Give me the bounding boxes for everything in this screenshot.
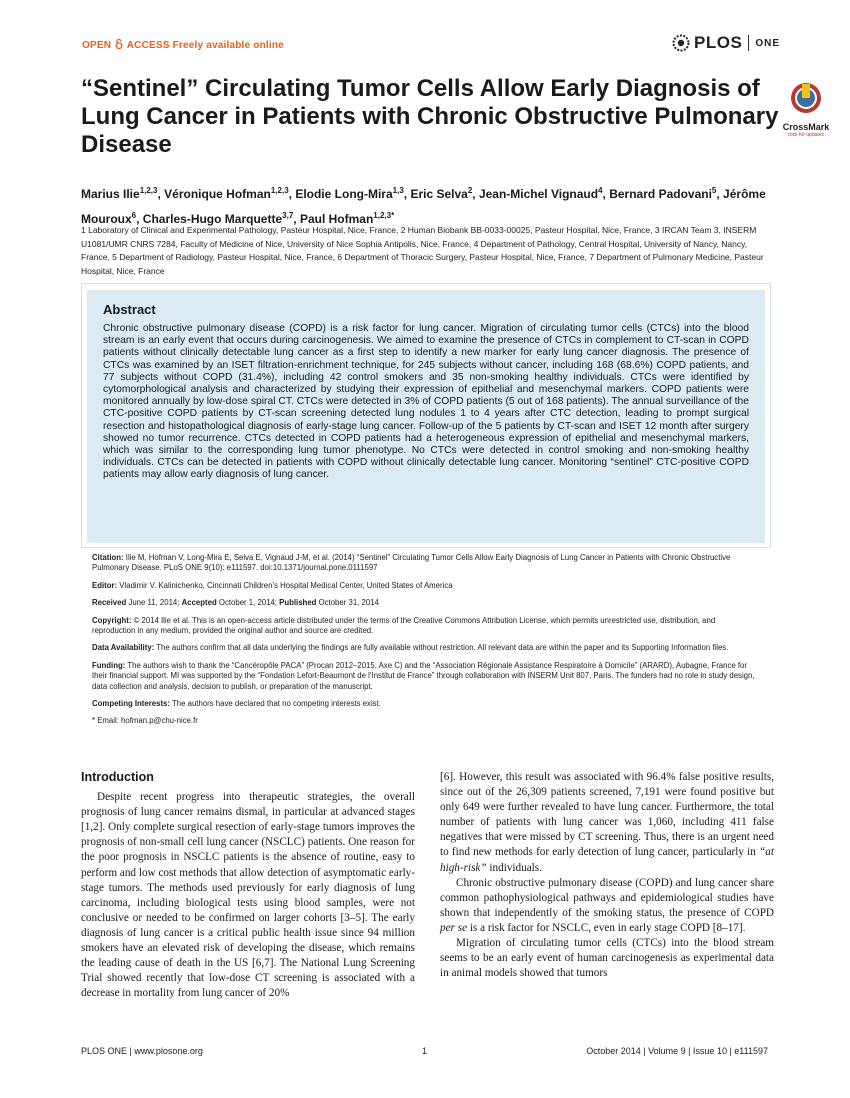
plos-logo-icon (672, 34, 690, 52)
author-name: Jérôme Mouroux$^6$ (81, 187, 766, 226)
open-lock-icon (115, 39, 123, 49)
funding: Funding: The authors wish to thank the “Cancéropôle PACA” (Procan 2012–2015, Axe C) and the “Association Régionale Assistance Respiratoire à Domicile” (ARARD), Aubagne, France for their financial support. MI was supported by the “Fondation Lefort-Beaumont de l’Institut de France” through collaboration with INSERM Unit 807, Paris. The funders had no role in study design, data collection and analysis, decision to publish, or preparation of the manuscript. (92, 660, 755, 691)
author-name: Jean-Michel Vignaud$^4$ (478, 186, 603, 201)
page-number: 1 (422, 1046, 428, 1056)
article-metadata (92, 553, 758, 734)
crossmark-label: CrossMark (782, 122, 830, 132)
editor: Editor: Vladimir V. Kalinichenko, Cincinnati Children’s Hospital Medical Center, United States of America (92, 580, 453, 590)
crossmark-icon (787, 82, 825, 116)
crossmark-badge[interactable] (782, 82, 830, 138)
author-name: Marius Ilie$^{1,2,3}$ (81, 186, 158, 201)
intro-paragraph-continued: [6]. However, this result was associated with 96.4% false positive results, since out of the 26,309 patients screened, 7,191 were found positive but only 649 were further revealed to have lung cancer. Furthermore, the total number of patients with lung cancer was 1,060, including 411 false negatives that were missed by CT screening. Thus, there is an urgent need to find new methods for early detection of lung cancer, particularly in “at high-risk” individuals. (440, 771, 774, 874)
author-list: Marius Ilie$^{1,2,3}$, Véronique Hofman$^{1,2,3}$, Elodie Long-Mira$^{1,3}$, Eric Selva$^2$, Jean-Michel Vignaud$^4$, Bernard Padovani$^5$, Jérôme Mouroux$^6$, Charles-Hugo Marquette$^{3,7}$, Paul Hofman$^{1,2,3*}$ (81, 186, 766, 226)
copyright: Copyright: © 2014 Ilie et al. This is an open-access article distributed under the terms of the Creative Commons Attribution License, which permits unrestricted use, distribution, and reproduction in any medium, provided the original author and source are credited. (92, 615, 716, 636)
open-access-label (82, 39, 284, 51)
author-affiliation-marker: 3,7 (282, 211, 294, 220)
citation: Citation: Ilie M, Hofman V, Long-Mira E, Selva E, Vignaud J-M, et al. (2014) “Sentinel” Circulating Tumor Cells Allow Early Diagnosis of Lung Cancer in Patients with Chronic Obstructive Pulmonary Disease. PLoS ONE 9(10): e111597. doi:10.1371/journal.pone.0111597 (92, 553, 731, 573)
abstract-heading: Abstract (103, 302, 156, 317)
logo-divider (748, 35, 749, 51)
dates: Received June 11, 2014; Accepted October 1, 2014; Published October 31, 2014 (92, 598, 379, 608)
corresponding-email[interactable]: * Email: hofman.p@chu-nice.fr (92, 716, 198, 726)
author-name: Elodie Long-Mira$^{1,3}$ (295, 186, 404, 201)
author-affiliation-marker: 4 (598, 186, 603, 195)
open-access-pre: OPEN (82, 40, 112, 51)
author-affiliation-marker: 5 (711, 186, 717, 195)
author-affiliation-marker: 1,2,3* (373, 211, 395, 220)
author-affiliation-marker: 1,2,3 (270, 186, 289, 195)
author-affiliation-marker: 2 (467, 186, 473, 195)
intro-paragraph-1: Despite recent progress into therapeutic strategies, the overall prognosis of lung cancer remains dismal, in particular at advanced stages [1,2]. Only complete surgical resection of early-stage tumors improves the prognosis of non-small cell lung cancer (NSCLC) patients. One reason for the poor prognosis in NSCLC patients is the absence of routine, easy to perform and low cost methods that allow detection of asymptomatic early-stage tumors. The methods used previously for early diagnosis of lung carcinoma, including biological tests using blood samples, were not conclusive or needed to be confirmed on larger cohorts [3–5]. The early diagnosis of lung cancer is a critical public health issue since 94 million smokers have an elevated risk of developing the disease, which remains the leading cause of death in the US [6,7]. The National Lung Screening Trial showed recently that low-dose CT screening is associated with a decrease in mortality from lung cancer of 20% (81, 791, 415, 1000)
author-name: Bernard Padovani$^5$ (609, 186, 717, 201)
body-column-right (440, 770, 774, 981)
author-name: Eric Selva$^2$ (410, 186, 473, 201)
affiliations: 1 Laboratory of Clinical and Experimental Pathology, Pasteur Hospital, Nice, France, 2 Human Biobank BB-0033-00025, Pasteur Hospital, Nice, France, 3 IRCAN Team 3, INSERM U1081/UMR CNRS 7284, Faculty of Medicine of Nice, University of Nice Sophia Antipolis, Nice, France, 4 Department of Pathology, Central Hospital, University of Nancy, Nancy, France, 5 Department of Radiology, Pasteur Hospital, Nice, France, 6 Department of Thoracic Surgery, Pasteur Hospital, Nice, France, 7 Department of Pulmonary Medicine, Pasteur Hospital, Nice, France (81, 225, 764, 276)
abstract-box (87, 290, 765, 543)
data-availability: Data Availability: The authors confirm that all data underlying the findings are fully available without restriction. All relevant data are within the paper and its Supporting Information files. (92, 643, 729, 653)
article-title: “Sentinel” Circulating Tumor Cells Allow Early Diagnosis of Lung Cancer in Patients with Chronic Obstructive Pulmonary Disease (81, 75, 779, 158)
footer-issue-info: October 2014 | Volume 9 | Issue 10 | e111597 (586, 1046, 768, 1056)
author-name: Charles-Hugo Marquette$^{3,7}$ (142, 211, 294, 226)
journal-name: PLOS (694, 33, 743, 52)
intro-paragraph-3: Migration of circulating tumor cells (CTCs) into the blood stream seems to be an early event of human carcinogenesis as experimental data in animal models showed that tumors (440, 937, 774, 980)
author-affiliation-marker: 1,2,3 (139, 186, 158, 195)
introduction-heading: Introduction (81, 770, 154, 784)
abstract-text: Chronic obstructive pulmonary disease (COPD) is a risk factor for lung cancer. Migration of circulating tumor cells (CTCs) into the blood stream is an early event that occurs during carcinogenesis. We aimed to examine the presence of CTCs in complement to CT-scan in COPD patients without clinically detectable lung cancer as a first step to identify a new marker for early lung cancer diagnosis. The presence of CTCs was examined by an ISET filtration-enrichment technique, for 245 subjects without cancer, including 168 (68.6%) COPD patients, and 77 subjects without COPD (31.4%), including 42 control smokers and 35 non-smoking healthy individuals. CTCs were identified by cytomorphological analysis and characterized by studying their expression of epithelial and mesenchymal markers. COPD patients were monitored annually by low-dose spiral CT. CTCs were detected in 3% of COPD patients (5 out of 168 patients). The annual surveillance of the CTC-positive COPD patients by CT-scan screening detected lung nodules 1 to 4 years after CTC detection, leading to prompt surgical resection and histopathological diagnosis of early-stage lung cancer. Follow-up of the 5 patients by CT-scan and ISET 12 month after surgery showed no tumor recurrence. CTCs detected in COPD patients had a heterogeneous expression of epithelial and mesenchymal markers, which was similar to the corresponding lung tumor phenotype. No CTCs were detected in control smoking and non-smoking healthy individuals. CTCs can be detected in patients with COPD without clinically detectable lung cancer. Monitoring “sentinel” CTC-positive COPD patients may allow early diagnosis of lung cancer. (103, 323, 749, 481)
competing-interests: Competing Interests: The authors have declared that no competing interests exist. (92, 699, 381, 709)
author-name: Véronique Hofman$^{1,2,3}$ (164, 186, 289, 201)
author-affiliation-marker: 1,3 (392, 186, 404, 195)
body-column-left (81, 770, 415, 1001)
crossmark-sublabel: click for updates (787, 132, 825, 138)
journal-logo (672, 33, 780, 53)
intro-paragraph-2: Chronic obstructive pulmonary disease (COPD) and lung cancer share common pathophysiological pathways and epidemiological studies have shown that independently of the smoking status, the presence of COPD per se is a risk factor for NSCLC, even in early stage COPD [8–17]. (440, 876, 774, 934)
footer-journal-url: PLOS ONE | www.plosone.org (81, 1046, 203, 1056)
open-access-post: ACCESS Freely available online (126, 40, 284, 51)
journal-subname: ONE (755, 37, 780, 49)
author-name: Paul Hofman$^{1,2,3*}$ (299, 211, 395, 226)
author-affiliation-marker: 6 (131, 211, 137, 220)
